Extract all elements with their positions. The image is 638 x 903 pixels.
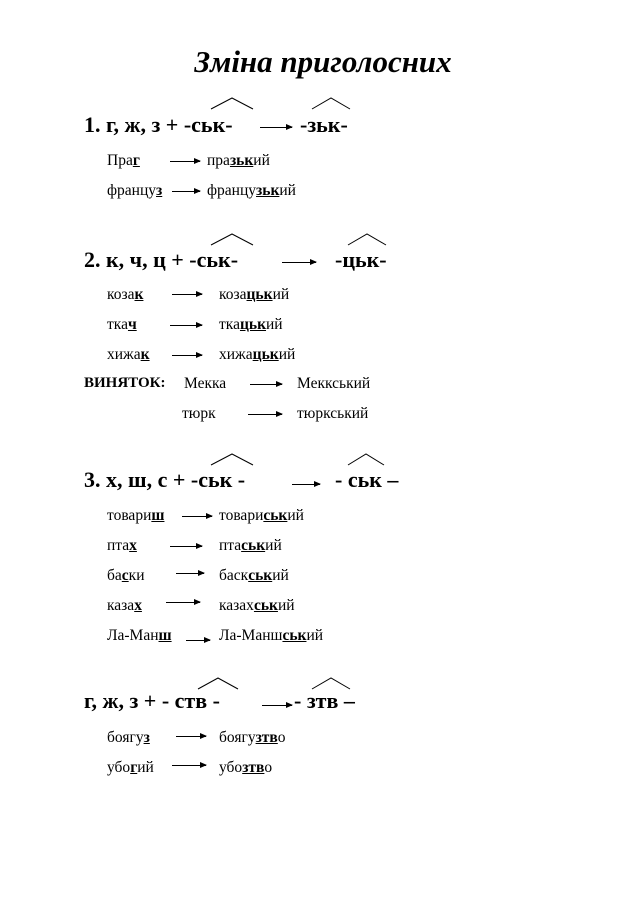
arrow-icon — [166, 602, 200, 603]
word-source: хижак — [107, 346, 150, 363]
word-derived: товариський — [219, 507, 304, 524]
exception-source: Мекка — [184, 375, 227, 392]
word-source: козак — [107, 286, 144, 303]
arrow-icon — [170, 325, 202, 326]
arrow-icon — [176, 573, 204, 574]
section-2-heading: 2. к, ч, ц + -ськ- — [84, 247, 239, 272]
word-derived: птаський — [219, 537, 282, 554]
word-source: ткач — [107, 316, 137, 333]
word-source: убогий — [107, 759, 154, 776]
word-derived: французький — [207, 182, 296, 199]
arrow-icon — [282, 262, 316, 263]
section-2-result: -цьк- — [335, 247, 387, 272]
word-derived: баскський — [219, 567, 289, 584]
section-4-result: - зтв – — [294, 688, 355, 713]
arrow-icon — [182, 516, 212, 517]
word-source: птах — [107, 537, 137, 554]
word-derived: празький — [207, 152, 270, 169]
section-4-heading: г, ж, з + - ств - — [84, 688, 220, 713]
exception-source: тюрк — [182, 405, 216, 422]
arrow-icon — [170, 161, 200, 162]
arrow-icon — [172, 294, 202, 295]
arrow-icon — [172, 355, 202, 356]
word-derived: хижацький — [219, 346, 296, 363]
page-title: Зміна приголосних — [194, 44, 452, 79]
word-source: казах — [107, 597, 142, 614]
suffix-arc — [347, 452, 385, 466]
arrow-icon — [176, 736, 206, 737]
suffix-arc — [347, 232, 387, 246]
arrow-icon — [260, 127, 292, 128]
word-derived: ткацький — [219, 316, 283, 333]
arrow-icon — [172, 191, 200, 192]
arrow-icon — [248, 414, 282, 415]
word-source: Праг — [107, 152, 140, 169]
word-derived: казахський — [219, 597, 295, 614]
exception-derived: Меккський — [297, 375, 371, 392]
word-source: боягуз — [107, 729, 150, 746]
word-derived: козацький — [219, 286, 290, 303]
arrow-icon — [262, 705, 292, 706]
suffix-arc — [210, 96, 254, 110]
exception-derived: тюркський — [297, 405, 369, 422]
suffix-arc — [210, 232, 254, 246]
arrow-icon — [292, 484, 320, 485]
section-1-heading: 1. г, ж, з + -ськ- — [84, 112, 233, 137]
word-source: Ла-Манш — [107, 627, 172, 644]
word-derived: Ла-Маншський — [219, 627, 324, 644]
section-3-result: - ськ – — [335, 467, 399, 492]
arrow-icon — [186, 640, 210, 641]
suffix-arc — [210, 452, 254, 466]
word-source: баски — [107, 567, 145, 584]
arrow-icon — [172, 765, 206, 766]
section-1-result: -зьк- — [300, 112, 348, 137]
exception-label: ВИНЯТОК: — [84, 375, 166, 391]
suffix-arc — [311, 96, 351, 110]
arrow-icon — [250, 384, 282, 385]
section-3-heading: 3. х, ш, с + -ськ - — [84, 467, 246, 492]
arrow-icon — [170, 546, 202, 547]
word-derived: боягузтво — [219, 729, 286, 746]
word-source: француз — [107, 182, 163, 199]
word-derived: убозтво — [219, 759, 273, 776]
word-source: товариш — [107, 507, 165, 524]
